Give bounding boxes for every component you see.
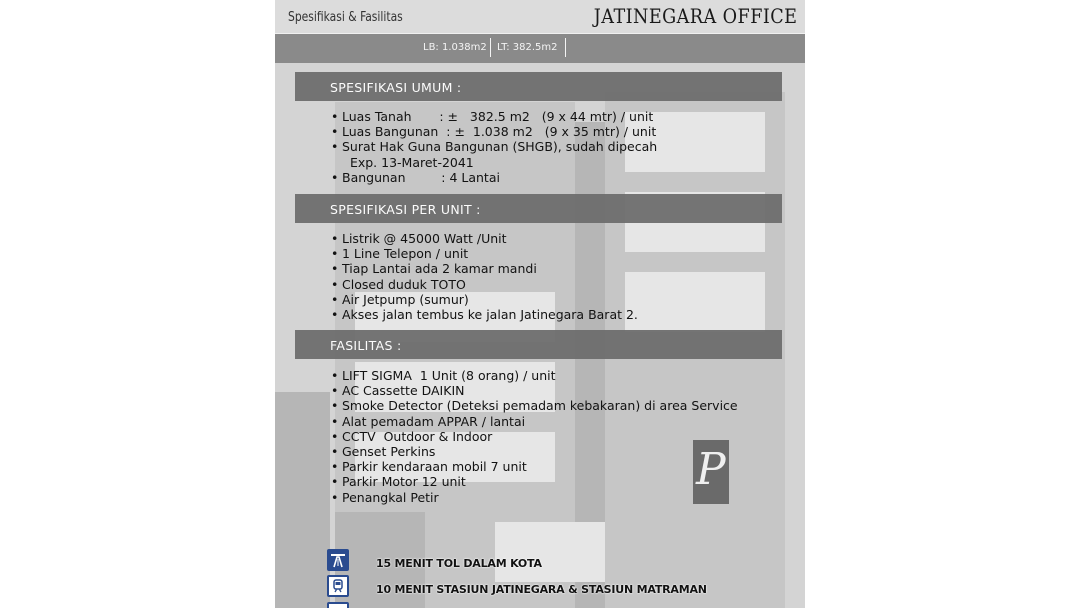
bullet-icon: • [331, 307, 339, 323]
bullet-icon: • [331, 398, 339, 414]
bullet-icon: • [331, 428, 339, 444]
general-spec-list [331, 109, 657, 185]
area-spec-bar [275, 33, 805, 63]
list-item: • Bangunan : 4 Lantai [331, 169, 500, 185]
list-item: • Genset Perkins [331, 444, 436, 460]
header-bar [275, 0, 805, 33]
list-item: • AC Cassette DAIKIN [331, 383, 465, 399]
list-item: • Alat pemadam APPAR / lantai [331, 413, 526, 429]
divider [490, 38, 491, 57]
bullet-icon: • [331, 474, 339, 490]
list-item: • Air Jetpump (sumur) [331, 291, 469, 307]
list-item: • Tiap Lantai ada 2 kamar mandi [331, 261, 537, 277]
bullet-icon: • [331, 444, 339, 460]
brochure-page [275, 0, 805, 608]
list-item: • Smoke Detector (Deteksi pemadam kebakaran) di area Service [331, 398, 738, 414]
list-item: • 1 Line Telepon / unit [331, 246, 469, 262]
developer-logo: P [693, 440, 729, 504]
bullet-icon: • [331, 124, 339, 140]
bullet-icon: • [331, 459, 339, 475]
list-item: • LIFT SIGMA 1 Unit (8 orang) / unit [331, 368, 556, 383]
list-item: • Parkir Motor 12 unit [331, 474, 466, 490]
building-area-label: LB: 1.038m2 [423, 42, 487, 53]
section-heading-general [295, 72, 782, 101]
bullet-icon: • [331, 261, 339, 277]
bullet-icon: • [331, 291, 339, 307]
bullet-icon: • [331, 489, 339, 505]
facilities-list [331, 368, 738, 505]
location-note: 15 MENIT TOL DALAM KOTA [376, 557, 542, 570]
list-item: • Surat Hak Guna Bangunan (SHGB), sudah dipecah [331, 139, 658, 155]
list-item: • CCTV Outdoor & Indoor [331, 428, 493, 444]
land-area-label: LT: 382.5m2 [497, 42, 558, 53]
bullet-icon: • [331, 109, 339, 124]
bullet-icon: • [331, 139, 339, 155]
page-title: JATINEGARA OFFICE [593, 4, 797, 28]
list-item: • Closed duduk TOTO [331, 276, 466, 292]
bullet-icon: • [331, 231, 339, 246]
list-item: • Parkir kendaraan mobil 7 unit [331, 459, 527, 475]
bullet-icon: • [331, 368, 339, 383]
section-heading-unit [295, 194, 782, 223]
bullet-icon: • [331, 169, 339, 185]
list-item: Exp. 13-Maret-2041 [342, 154, 474, 170]
page-subtitle: Spesifikasi & Fasilitas [288, 10, 403, 25]
list-item: • Luas Bangunan : ± 1.038 m2 (9 x 35 mtr) / unit [331, 124, 657, 140]
list-item: • Luas Tanah : ± 382.5 m2 (9 x 44 mtr) / unit [331, 109, 654, 124]
list-item: • Penangkal Petir [331, 489, 439, 505]
divider [565, 38, 566, 57]
section-heading-label: FASILITAS : [330, 338, 402, 353]
list-item: • Akses jalan tembus ke jalan Jatinegara Barat 2. [331, 307, 638, 323]
train-icon [327, 575, 349, 597]
section-heading-facilities [295, 330, 782, 359]
bullet-icon: • [331, 413, 339, 429]
location-note: 10 MENIT STASIUN JATINEGARA & STASIUN MATRAMAN [376, 583, 707, 596]
section-heading-label: SPESIFIKASI PER UNIT : [330, 202, 481, 217]
bullet-icon: • [331, 276, 339, 292]
list-item: • Listrik @ 45000 Watt /Unit [331, 231, 507, 246]
bullet-icon: • [331, 246, 339, 262]
bullet-icon: • [331, 383, 339, 399]
highway-icon [327, 549, 349, 571]
unit-spec-list [331, 231, 638, 322]
partial-icon [327, 602, 349, 608]
section-heading-label: SPESIFIKASI UMUM : [330, 80, 462, 95]
